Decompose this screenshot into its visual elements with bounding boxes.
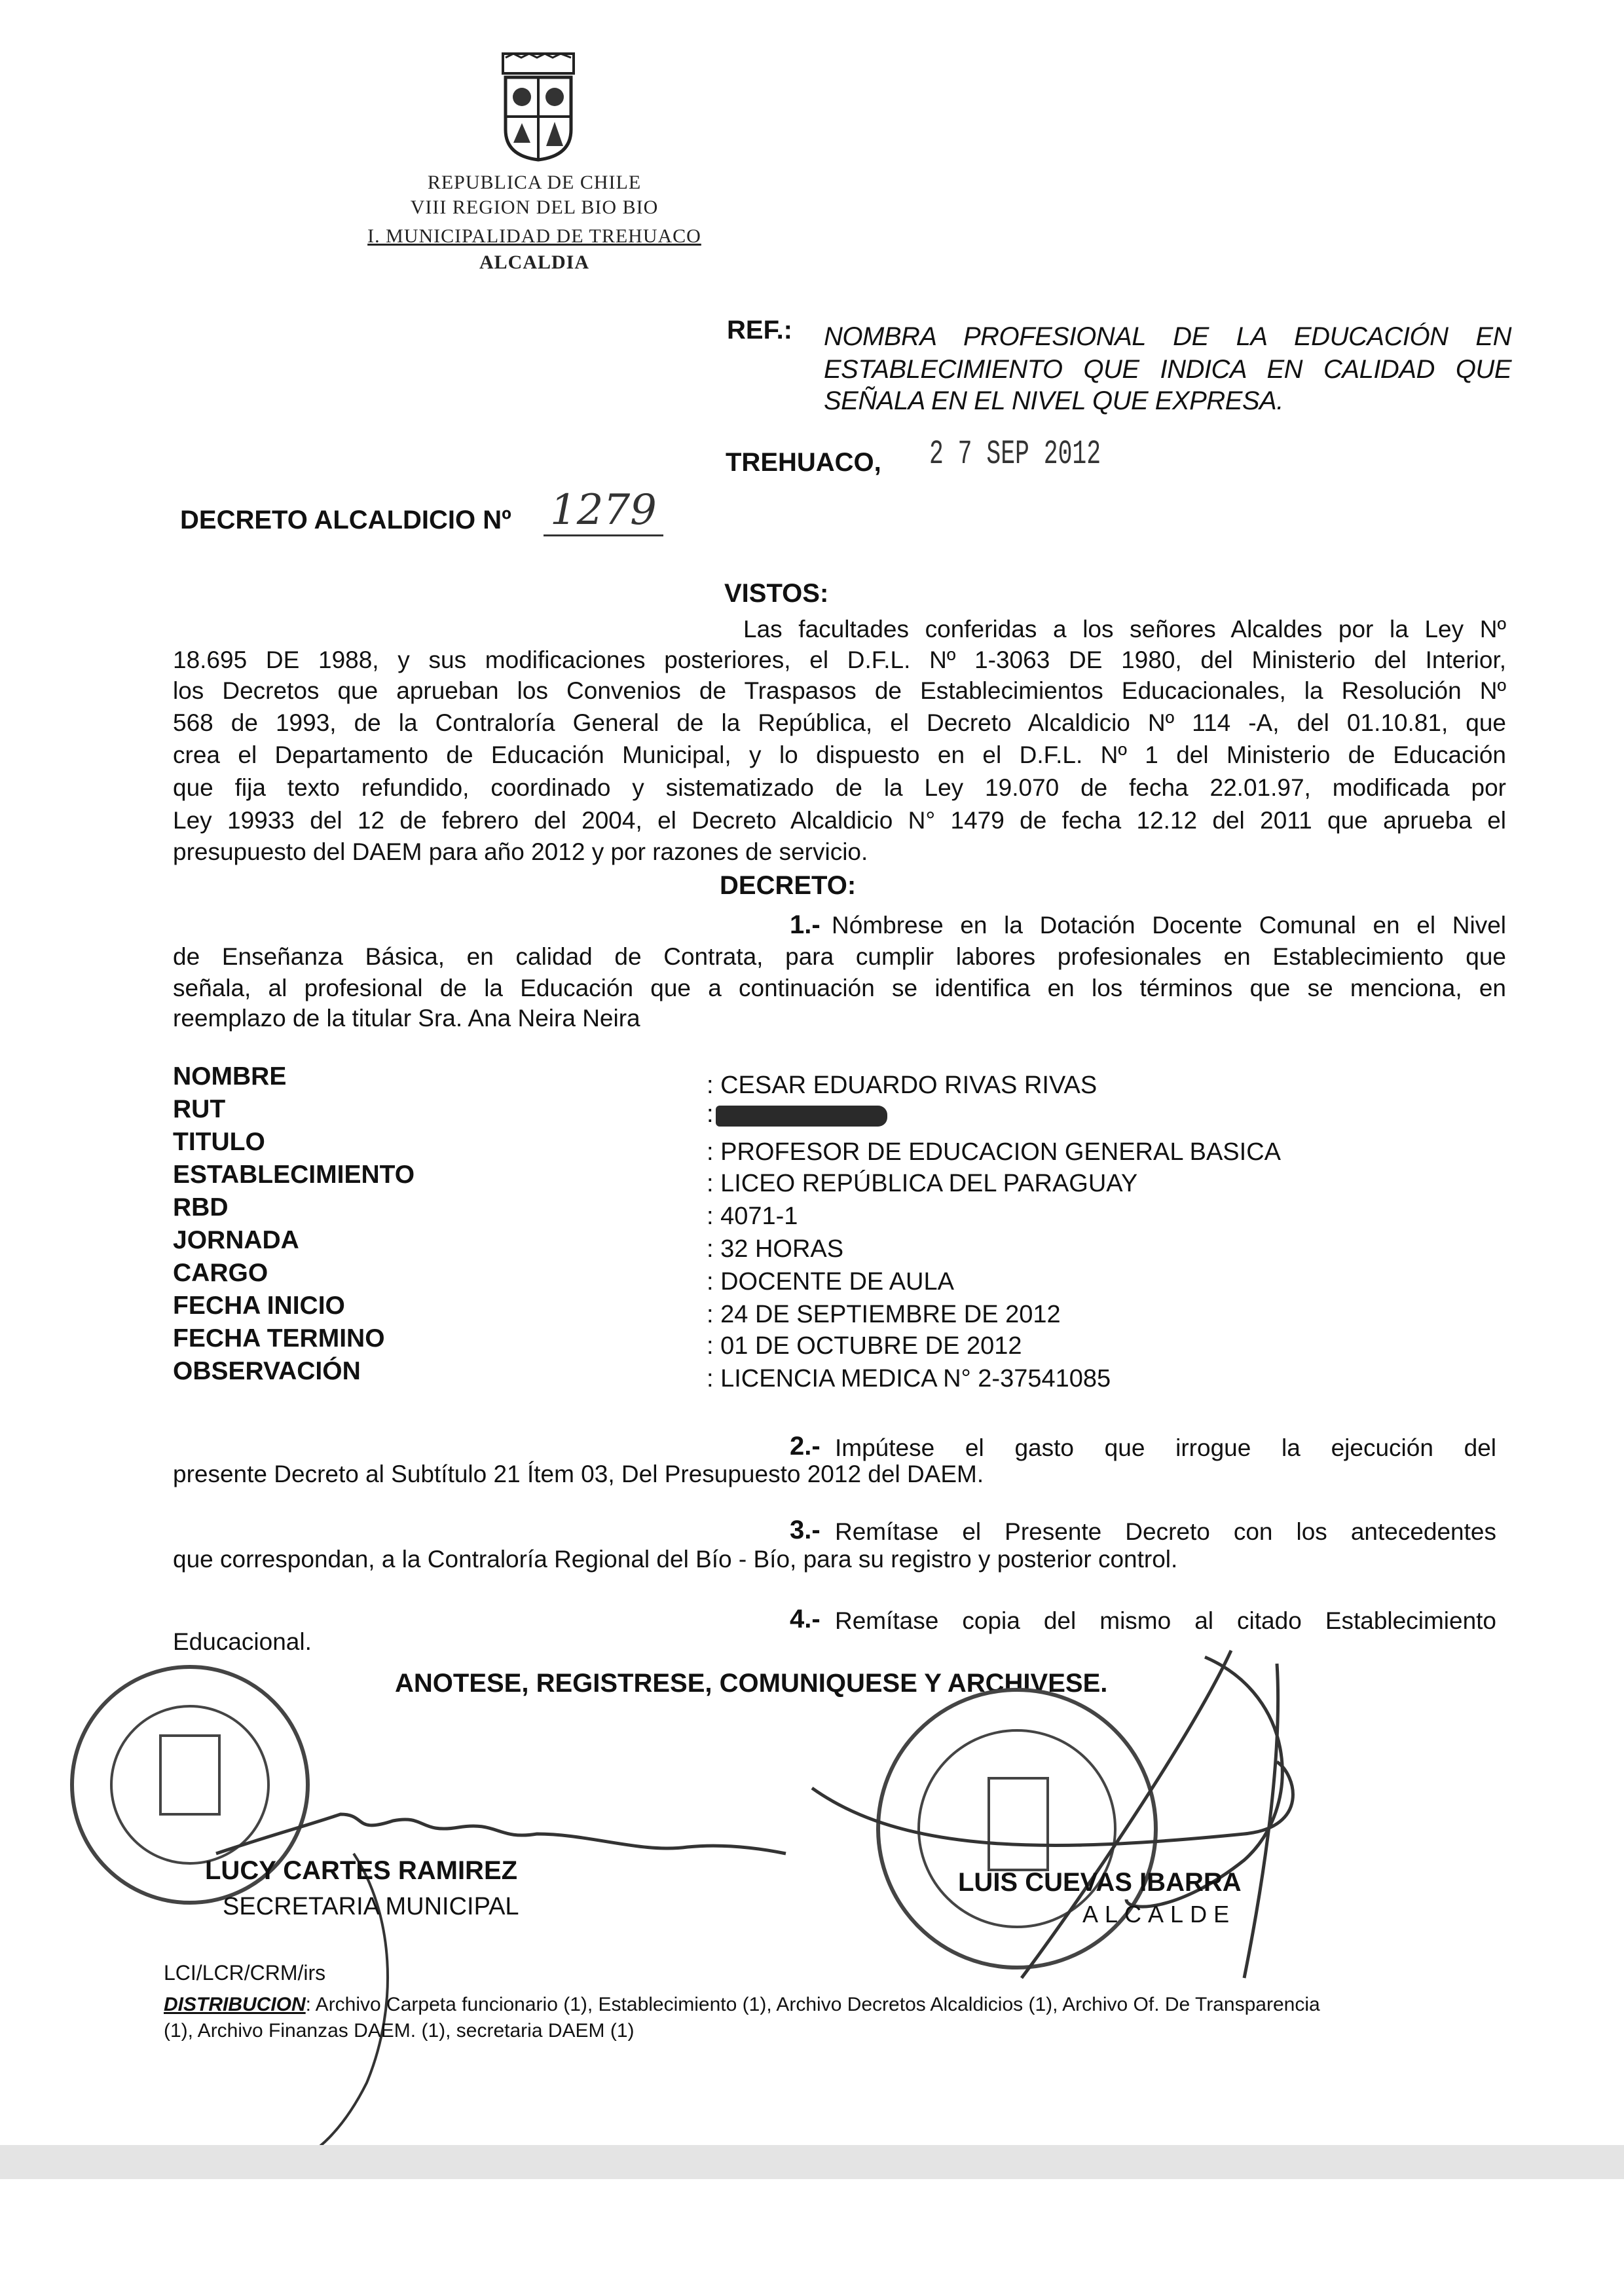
- field-label-nombre: NOMBRE: [173, 1062, 287, 1091]
- decreto-title: DECRETO:: [720, 871, 857, 900]
- field-label-observacion: OBSERVACIÓN: [173, 1357, 361, 1385]
- field-label-fecha-inicio: FECHA INICIO: [173, 1292, 345, 1320]
- date-stamp: 2 7 SEP 2012: [929, 435, 1101, 474]
- vistos-line: los Decretos que aprueban los Convenios de Traspasos de Establecimientos Educacionales, la Resolución Nº: [173, 677, 1506, 704]
- header-municipality: I. MUNICIPALIDAD DE TREHUACO: [367, 225, 701, 247]
- place: TREHUACO,: [726, 448, 881, 477]
- p3-line: que correspondan, a la Contraloría Regional del Bío - Bío, para su registro y posterior control.: [173, 1546, 1178, 1573]
- distribution-line-1: [164, 1994, 1320, 2016]
- p2-number: 2.-: [790, 1432, 821, 1461]
- vistos-line: Ley 19933 del 12 de febrero del 2004, el Decreto Alcaldicio N° 1479 de fecha 12.12 del 2011 que aprueba el: [173, 807, 1506, 834]
- header-office: ALCALDIA: [479, 252, 590, 273]
- field-label-cargo: CARGO: [173, 1259, 268, 1287]
- rut-redaction: [716, 1106, 887, 1127]
- p1-line: Nómbrese en la Dotación Docente Comunal en el Nivel: [832, 912, 1506, 939]
- field-value-rbd: : 4071-1: [707, 1203, 798, 1230]
- mayor-name: LUIS CUEVAS IBARRA: [958, 1868, 1242, 1897]
- distribution-line-2: (1), Archivo Finanzas DAEM. (1), secretaria DAEM (1): [164, 2020, 635, 2042]
- vistos-line: crea el Departamento de Educación Municipal, y lo dispuesto en el D.F.L. Nº 1 del Ministerio de Educación: [173, 741, 1506, 768]
- vistos-line: 568 de 1993, de la Contraloría General de la República, el Decreto Alcaldicio Nº 114 -A, del 01.10.81, que: [173, 709, 1506, 736]
- header-country: REPUBLICA DE CHILE: [427, 172, 642, 193]
- secretary-name: LUCY CARTES RAMIREZ: [205, 1856, 518, 1885]
- field-value-observacion: : LICENCIA MEDICA N° 2-37541085: [707, 1365, 1111, 1392]
- field-value-establecimiento: : LICEO REPÚBLICA DEL PARAGUAY: [707, 1170, 1138, 1197]
- distribution-text: : Archivo Carpeta funcionario (1), Establecimiento (1), Archivo Decretos Alcaldicios (1), Archivo Of. De Transparencia: [305, 1994, 1320, 2015]
- field-value-fecha-termino: : 01 DE OCTUBRE DE 2012: [707, 1332, 1022, 1360]
- field-value-titulo: : PROFESOR DE EDUCACION GENERAL BASICA: [707, 1138, 1281, 1166]
- decree-number-label: DECRETO ALCALDICIO Nº: [180, 506, 511, 534]
- initials: LCI/LCR/CRM/irs: [164, 1961, 326, 1985]
- closing-formula: ANOTESE, REGISTRESE, COMUNIQUESE Y ARCHIVESE.: [395, 1669, 1108, 1698]
- p2-line: presente Decreto al Subtítulo 21 Ítem 03, Del Presupuesto 2012 del DAEM.: [173, 1461, 984, 1487]
- field-label-fecha-termino: FECHA TERMINO: [173, 1324, 385, 1353]
- p4-line: Remítase copia del mismo al citado Establecimiento: [835, 1607, 1496, 1634]
- ref-label: REF.:: [727, 316, 792, 345]
- ref-line-3: SEÑALA EN EL NIVEL QUE EXPRESA.: [824, 386, 1283, 415]
- p3-number: 3.-: [790, 1516, 821, 1544]
- p2-line: Impútese el gasto que irrogue la ejecución del: [835, 1434, 1496, 1461]
- p1-line: reemplazo de la titular Sra. Ana Neira Neira: [173, 1005, 640, 1032]
- field-value-nombre: : CESAR EDUARDO RIVAS RIVAS: [707, 1072, 1098, 1099]
- field-label-rbd: RBD: [173, 1193, 229, 1222]
- vistos-line: 18.695 DE 1988, y sus modificaciones posteriores, el D.F.L. Nº 1-3063 DE 1980, del Ministerio del Interior,: [173, 646, 1506, 673]
- mayor-signature: [812, 1651, 1293, 1978]
- field-value-rut: :: [707, 1100, 714, 1128]
- field-value-cargo: : DOCENTE DE AULA: [707, 1268, 954, 1296]
- field-value-jornada: : 32 HORAS: [707, 1235, 844, 1263]
- field-label-jornada: JORNADA: [173, 1226, 299, 1254]
- p1-line: de Enseñanza Básica, en calidad de Contrata, para cumplir labores profesionales en Establecimiento que: [173, 943, 1506, 970]
- field-label-rut: RUT: [173, 1095, 226, 1123]
- vistos-line: Las facultades conferidas a los señores Alcaldes por la Ley Nº: [743, 616, 1506, 643]
- coat-of-arms-icon: [500, 51, 576, 162]
- secretary-role: SECRETARIA MUNICIPAL: [223, 1893, 519, 1920]
- field-value-fecha-inicio: : 24 DE SEPTIEMBRE DE 2012: [707, 1301, 1061, 1328]
- distribution-label: DISTRIBUCION: [164, 1994, 306, 2015]
- scan-edge-band: [0, 2145, 1624, 2179]
- mayor-role: ALCALDE: [1082, 1901, 1236, 1928]
- field-label-titulo: TITULO: [173, 1128, 265, 1156]
- ref-line-2: ESTABLECIMIENTO QUE INDICA EN CALIDAD QUE: [824, 355, 1511, 384]
- p1-number: 1.-: [790, 910, 821, 939]
- vistos-line: que fija texto refundido, coordinado y sistematizado de la Ley 19.070 de fecha 22.01.97, modificada por: [173, 774, 1506, 801]
- ref-line-1: NOMBRA PROFESIONAL DE LA EDUCACIÓN EN: [824, 322, 1511, 351]
- vistos-line: presupuesto del DAEM para año 2012 y por razones de servicio.: [173, 838, 868, 865]
- header-region: VIII REGION DEL BIO BIO: [410, 196, 659, 218]
- p1-line: señala, al profesional de la Educación que a continuación se identifica en los términos que se menciona, en: [173, 975, 1506, 1001]
- p4-line: Educacional.: [173, 1628, 312, 1655]
- decree-number-handwritten: 1279: [544, 486, 663, 536]
- stamps-and-signatures: [0, 1637, 1624, 2227]
- p4-number: 4.-: [790, 1605, 821, 1633]
- p3-line: Remítase el Presente Decreto con los antecedentes: [835, 1518, 1496, 1545]
- field-label-establecimiento: ESTABLECIMIENTO: [173, 1161, 415, 1189]
- vistos-title: VISTOS:: [724, 579, 829, 608]
